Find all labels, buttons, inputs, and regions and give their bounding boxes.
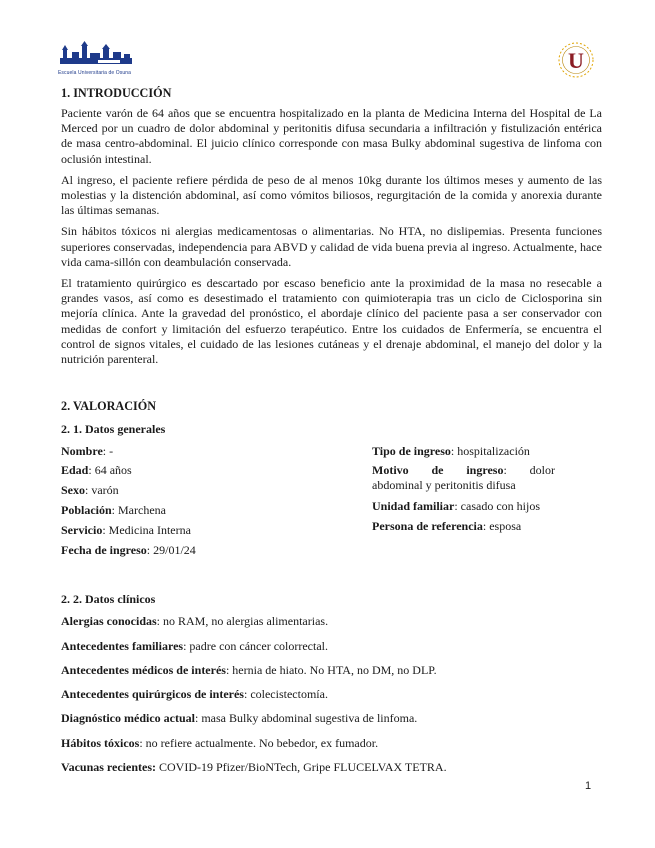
field-edad: Edad: 64 años: [61, 463, 132, 477]
field-alergias: Alergias conocidas: no RAM, no alergias alimentarias.: [61, 614, 329, 628]
field-antecedentes-quirurgicos: Antecedentes quirúrgicos de interés: colecistectomía.: [61, 687, 328, 701]
main-content: [61, 82, 602, 367]
field-tipo-ingreso: Tipo de ingreso: hospitalización: [372, 444, 530, 458]
subsection-title-datos-generales: 2. 1. Datos generales: [61, 422, 166, 436]
field-fecha-ingreso: Fecha de ingreso: 29/01/24: [61, 543, 196, 557]
field-antecedentes-familiares: Antecedentes familiares: padre con cáncer colorrectal.: [61, 639, 329, 653]
subsection-title-datos-clinicos: 2. 2. Datos clínicos: [61, 592, 156, 606]
page-number: 1: [585, 780, 592, 792]
school-logo-tagline: Escuela Universitaria de Osuna: [58, 70, 132, 76]
field-persona-referencia: Persona de referencia: esposa: [372, 519, 522, 533]
field-sexo: Sexo: varón: [61, 483, 119, 497]
field-unidad-familiar: Unidad familiar: casado con hijos: [372, 499, 540, 513]
seal-letter: U: [568, 48, 584, 73]
field-antecedentes-medicos: Antecedentes médicos de interés: hernia de hiato. No HTA, no DM, no DLP.: [61, 663, 437, 677]
field-nombre: Nombre: -: [61, 444, 114, 458]
field-diagnostico: Diagnóstico médico actual: masa Bulky abdominal sugestiva de linfoma.: [61, 711, 418, 725]
university-seal-logo: [552, 40, 602, 80]
intro-paragraph-1: Paciente varón de 64 años que se encuentra hospitalizado en la planta de Medicina Interna del Hospital de La Merced por un cuadro de dolor abdominal y peritonitis difusa secundaria a infiltración y fistulización entérica de masa centro-abdominal. El juicio clínico corresponde con masa Bulky abdominal sugestiva de linfoma con oclusión intestinal.: [61, 106, 602, 166]
intro-paragraph-3: Sin hábitos tóxicos ni alergias medicamentosas o alimentarias. No HTA, no dislipemias. Presenta funciones superiores conservadas, independencia para ABVD y calidad de vida buena previa al ingreso. Actualmente, hace vida cama-sillón con deambulación conservada.: [61, 224, 602, 269]
castle-skyline-icon: [58, 40, 134, 70]
section-title-introduccion: 1. INTRODUCCIÓN: [61, 86, 172, 100]
field-habitos-toxicos: Hábitos tóxicos: no refiere actualmente. No bebedor, ex fumador.: [61, 736, 379, 750]
intro-paragraph-4: El tratamiento quirúrgico es descartado por escaso beneficio ante la proximidad de la masa no resecable a grandes vasos, así como es desestimado el tratamiento con quimioterapia tras un ciclo de Ciclosporina sin mejoría clínica. Ante la gravedad del pronóstico, el abordaje clínico del paciente pasa a ser conservador con medidas de confort y limitación del esfuerzo terapéutico. Entre los cuidados de Enfermería, se encuentra el control de signos vitales, el cuidado de las lesiones cutáneas y el drenaje abdominal, el manejo del dolor y la nutrición parenteral.: [61, 276, 602, 367]
field-poblacion: Población: Marchena: [61, 503, 166, 517]
intro-paragraph-2: Al ingreso, el paciente refiere pérdida de peso de al menos 10kg durante los últimos meses y aumento de las molestias y la distención abdominal, así como vómitos biliosos, regurgitación de la comida y anorexia durante las últimas semanas.: [61, 172, 602, 218]
field-vacunas: Vacunas recientes: COVID-19 Pfizer/BioNTech, Gripe FLUCELVAX TETRA.: [61, 760, 447, 774]
university-seal-icon: [552, 40, 602, 80]
section-title-valoracion: 2. VALORACIÓN: [61, 399, 157, 413]
field-motivo-ingreso: Motivo de ingreso: dolor abdominal y peritonitis difusa: [372, 463, 555, 492]
field-servicio: Servicio: Medicina Interna: [61, 523, 191, 537]
school-logo: [58, 40, 134, 80]
